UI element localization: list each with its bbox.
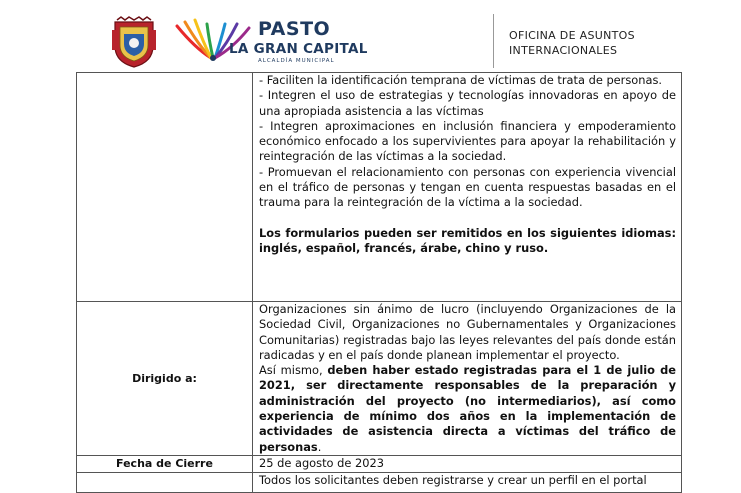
row-label-objectives	[77, 73, 253, 302]
page-header	[0, 0, 741, 72]
brand-subtitle: LA GRAN CAPITAL	[229, 41, 368, 57]
objective-item: - Promuevan el relacionamiento con personas con experiencia vivencial en el tráfico de personas y tengan en cuenta respuestas basadas en el trauma para la reintegración de la víctima a la sociedad.	[259, 164, 676, 210]
objective-item: - Faciliten la identificación temprana de víctimas de trata de personas.	[259, 73, 663, 87]
requirements-lead: Así mismo,	[259, 363, 328, 378]
objective-item: - Integren el uso de estrategias y tecnologías innovadoras en apoyo de una apropiada asistencia a las víctimas	[259, 88, 676, 118]
office-line-1: OFICINA DE ASUNTOS	[509, 29, 635, 42]
row-label-deadline: Fecha de Cierre	[77, 455, 253, 472]
header-divider	[493, 14, 494, 68]
requirements-bold: deben haber estado registradas para el 1 de julio de 2021, ser directamente responsables de la preparación y administración del proyecto (no intermediarios), así como experiencia de mínimo dos años en la implementación de actividades de asistencia directa a víctimas del tráfico de personas	[259, 363, 677, 454]
table-row-objectives	[77, 73, 682, 302]
brand-title: PASTO	[258, 18, 331, 40]
row-content-registration: Todos los solicitantes deben registrarse y crear un perfil en el portal	[253, 472, 682, 492]
eligibility-text: Organizaciones sin ánimo de lucro (incluyendo Organizaciones de la Sociedad Civil, Organizaciones no Gubernamentales y Organizaciones Comunitarias) registradas bajo las leyes relevantes del país donde están radicadas y en el país donde planean implementar el proyecto.	[259, 302, 676, 362]
row-content-eligibility	[253, 302, 682, 456]
call-info-table	[76, 72, 682, 493]
paragraph-spacer	[259, 211, 676, 226]
office-name	[509, 28, 635, 58]
row-label-eligibility: Dirigido a:	[77, 302, 253, 456]
eligibility-requirements	[259, 363, 676, 455]
table-row-deadline	[77, 455, 682, 472]
row-content-deadline: 25 de agosto de 2023	[253, 455, 682, 472]
row-content-objectives	[253, 73, 682, 302]
requirements-end: .	[317, 439, 322, 454]
table-row-registration	[77, 472, 682, 492]
objective-item: - Integren aproximaciones en inclusión financiera y empoderamiento económico enfocado a los supervivientes para apoyar la rehabilitación y reintegración de las víctimas a la sociedad.	[259, 118, 676, 164]
brand-tagline: ALCALDÍA MUNICIPAL	[258, 58, 335, 64]
office-line-2: INTERNACIONALES	[509, 44, 618, 57]
table-row-eligibility	[77, 302, 682, 456]
row-label-registration	[77, 472, 253, 492]
languages-note: Los formularios pueden ser remitidos en los siguientes idiomas: inglés, español, francés, árabe, chino y ruso.	[259, 225, 676, 255]
city-coat-of-arms-logo	[111, 16, 157, 68]
